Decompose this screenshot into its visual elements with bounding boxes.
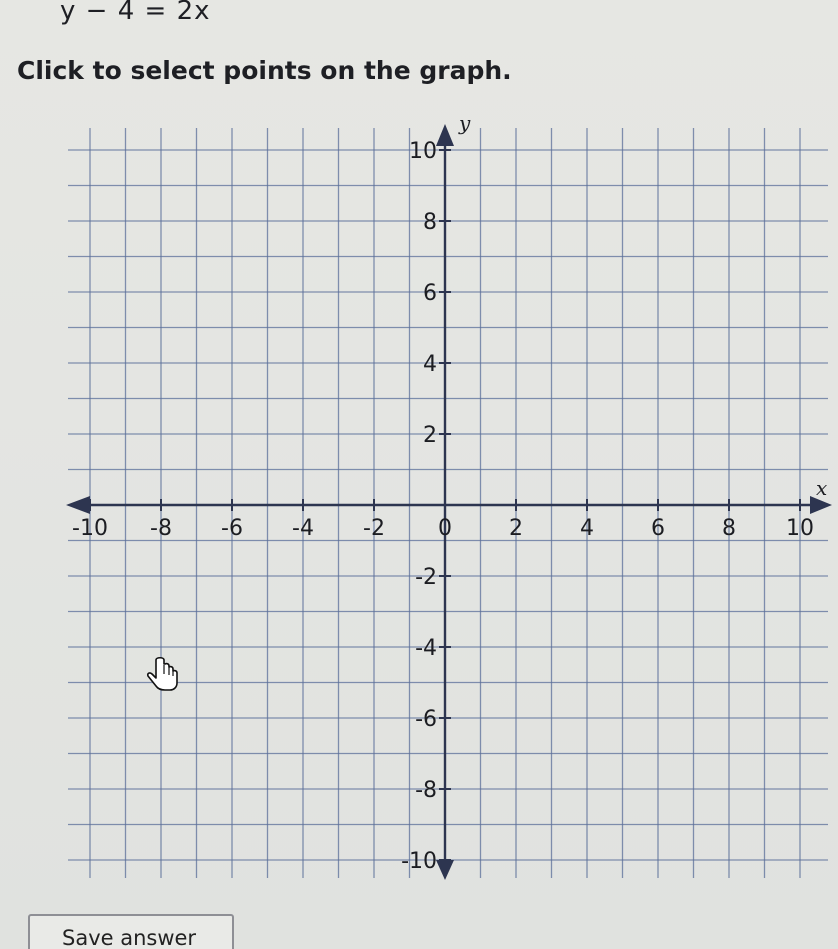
x-axis-label: x [816,476,828,500]
y-axis-up-arrow [436,124,454,146]
y-tick-label: -2 [415,565,437,590]
y-tick-label: 10 [409,139,437,164]
x-tick-label: -10 [72,516,108,541]
x-tick-label: -4 [292,516,314,541]
instruction-text: Click to select points on the graph. [17,56,512,85]
x-tick-label: -8 [150,516,172,541]
x-axis-left-arrow [66,496,90,514]
grid-lines [68,128,828,878]
x-tick-label: 10 [786,516,814,541]
x-tick-label: 4 [580,516,594,541]
x-tick-label: 8 [722,516,736,541]
y-tick-label: 6 [423,281,437,306]
axes [66,124,832,880]
y-tick-label: 2 [423,423,437,448]
save-answer-button[interactable]: Save answer [28,914,234,949]
equation-lhs: y − 4 [60,0,136,26]
y-tick-label: 8 [423,210,437,235]
hand-pointer-icon [148,658,177,690]
equation-equals: = [144,0,168,26]
y-tick-label: -10 [401,849,437,874]
y-tick-label: -6 [415,707,437,732]
x-tick-label: 0 [438,516,452,541]
equation-rhs: 2x [176,0,211,26]
x-tick-label: -6 [221,516,243,541]
y-tick-label: 4 [423,352,437,377]
x-tick-label: -2 [363,516,385,541]
x-tick-label: 2 [509,516,523,541]
tick-labels [72,111,827,874]
y-tick-label: -4 [415,636,437,661]
y-tick-label: -8 [415,778,437,803]
y-axis-label: y [459,111,471,135]
x-tick-label: 6 [651,516,665,541]
y-axis-down-arrow [436,860,454,880]
